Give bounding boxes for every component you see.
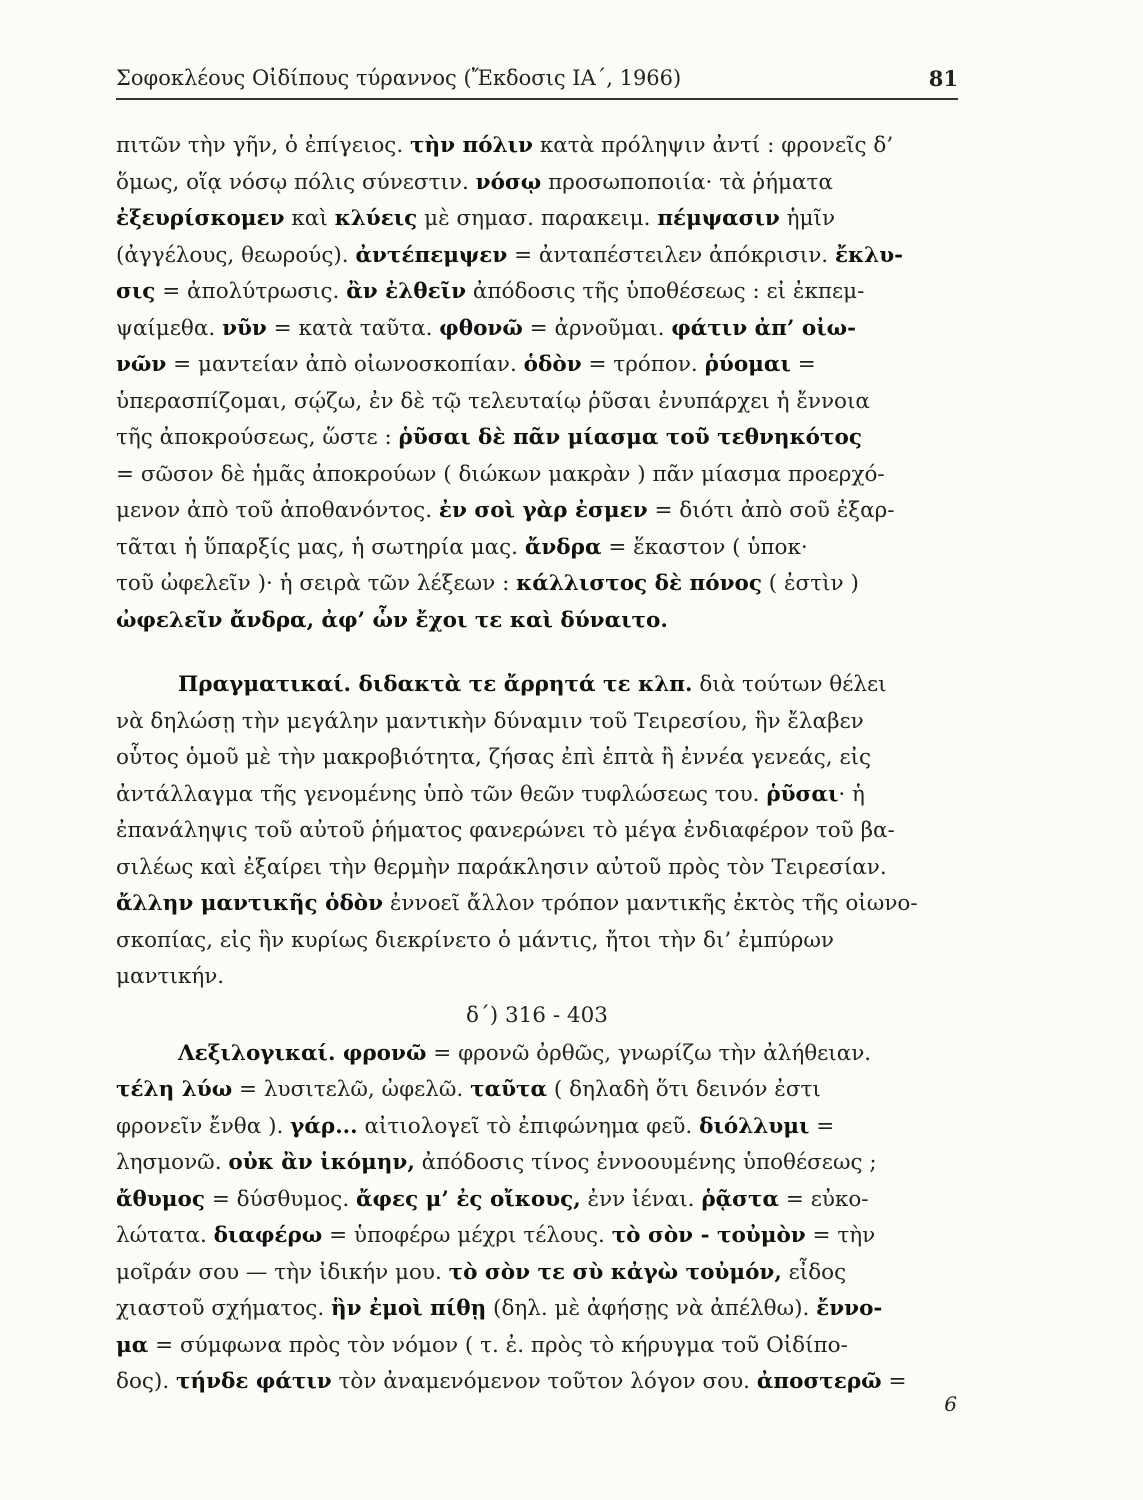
text: ἡμῖν [779,206,836,231]
text: τᾶται ἡ ὕπαρξίς μας, ἡ σωτηρία μας. [116,534,525,560]
page-number: 81 [928,66,958,91]
text-line [116,347,958,384]
text: = τρόπον. [581,352,705,377]
text-line [116,1182,958,1219]
lemma: Πραγματικαί. διδακτὰ τε ἄρρητά τε κλπ. [178,672,693,697]
text: ἐννοεῖ ἄλλον τρόπον μαντικῆς ἐκτὸς τῆς οἰωνο- [383,891,918,916]
text-line [116,165,958,202]
paragraph-commentary-1 [116,128,958,639]
text-line [116,1145,958,1182]
signature-mark: 6 [944,1392,957,1416]
text-line [116,566,958,603]
text: = [790,352,816,377]
lemma: ἔκλυ- [834,242,904,268]
text: τὸν ἀναμενόμενον τοῦτον λόγον σου. [331,1369,757,1394]
text: = ἀρνοῦμαι. [522,315,672,341]
lemma: ῥῦσαι [766,781,839,807]
lemma: τὸ σὸν τε σὺ κἀγὼ τοὐμόν, [448,1259,782,1285]
text-line [116,311,958,348]
lemma: τὸ σὸν - τοὐμὸν [611,1223,806,1248]
text: = ὑποφέρω μέχρι τέλους. [322,1223,612,1248]
text-line [116,959,958,996]
text: = δύσθυμος. [204,1186,356,1212]
lemma: πέμψασιν [657,206,780,231]
lemma: ῥύομαι [704,352,791,377]
text: = ἀνταπέστειλεν ἀπόκρισιν. [507,242,835,268]
text: = [809,1113,835,1139]
lemma: ἀντέπεμψεν [355,242,508,268]
lemma: κλύεις [334,206,418,231]
text: καὶ [284,206,335,231]
lemma: κάλλιστος δὲ πόνος [516,571,762,596]
text: τοῦ ὠφελεῖν )· ἡ σειρὰ τῶν λέξεων : [116,571,517,596]
text: = ἕκαστον ( ὑποκ· [601,534,808,560]
text: ὑπερασπίζομαι, σῴζω, ἐν δὲ τῷ τελευταίῳ ῥῦσαι ἐνυπάρχει ἡ ἔννοια [116,388,870,414]
lemma: νῶν [116,352,167,377]
text-line [116,201,958,238]
text-line [116,238,958,275]
paragraph-pragmatikai [116,667,958,996]
text: ὅμως, οἵᾳ νόσῳ πόλις σύνεστιν. [116,169,476,195]
lemma: διαφέρω [213,1223,323,1248]
text: ἀπόδοσις τῆς ὑποθέσεως : εἰ ἐκπεμ- [466,279,865,304]
text: = εὐκο- [779,1186,869,1212]
text: δος). [116,1369,176,1394]
text: = σύμφωνα πρὸς τὸν νόμον ( τ. ἐ. πρὸς τὸ κήρυγμα τοῦ Οἰδίπο- [148,1332,848,1358]
text-line [116,777,958,814]
text: (ἀγγέλους, θεωρούς). [116,242,356,268]
text: σιλέως καὶ ἐξαίρει τὴν θερμὴν παράκλησιν αὐτοῦ πρὸς τὸν Τειρεσίαν. [116,854,887,880]
text: ( ἐστὶν ) [761,571,859,596]
lemma: ῥᾷστα [701,1186,780,1212]
text: φρονεῖν ἔνθα ). [116,1113,291,1139]
text-line [116,420,958,457]
paragraph-lexilogikai [116,1036,958,1401]
paragraph-gap [116,639,958,667]
text: = [881,1369,907,1394]
text-line [116,1072,958,1109]
section-heading: δ΄) 316 - 403 [466,1002,608,1028]
text: λησμονῶ. [116,1150,229,1175]
text: κατὰ πρόληψιν ἀντί : φρονεῖς δ’ [532,133,894,158]
text: διὰ τούτων θέλει [692,672,887,697]
text: = μαντείαν ἀπὸ οἰωνοσκοπίαν. [166,352,524,377]
lemma: οὐκ ἂν ἱκόμην, [228,1150,415,1175]
text-line [116,493,958,530]
text: = τὴν [805,1223,876,1248]
lemma: φάτιν ἀπ’ οἰω- [671,315,857,341]
text-line [116,740,958,777]
text-line [116,128,958,165]
text: = κατὰ ταῦτα. [266,315,440,341]
text-line [116,384,958,421]
lemma: τὴν πόλιν [410,133,533,158]
text-line [116,1364,958,1401]
lemma: νῦν [222,315,267,341]
lemma: ἄφες μ’ ἐς οἴκους, [356,1186,581,1212]
lemma: ἄλλην μαντικῆς ὁδὸν [116,891,384,916]
text: μὲ σημασ. παρακειμ. [417,206,658,231]
lemma: φθονῶ [439,315,523,341]
text: = σῶσον δὲ ἡμᾶς ἀποκρούων ( διώκων μακρὰν ) πᾶν μίασμα προερχό- [116,461,885,487]
text: τῆς ἀποκρούσεως, ὥστε : [116,425,399,450]
text-line [116,274,958,311]
text: = ἀπολύτρωσις. [155,279,347,304]
text: μαντικήν. [116,964,225,989]
lemma: ὁδὸν [523,352,582,377]
text: εἶδος [781,1259,847,1285]
lemma: ὠφελεῖν ἄνδρα, ἀφ’ ὧν ἔχοι τε καὶ δύναιτο. [116,607,668,633]
lemma: ἐν σοὶ γὰρ ἐσμεν [438,498,648,523]
text: νὰ δηλώσῃ τὴν μεγάλην μαντικὴν δύναμιν τοῦ Τειρεσίου, ἣν ἔλαβεν [116,708,864,734]
text: λώτατα. [116,1223,214,1248]
text-line [116,923,958,960]
lemma: ἂν ἐλθεῖν [346,279,467,304]
text: = λυσιτελῶ, ὠφελῶ. [232,1077,471,1102]
text: πιτῶν τὴν γῆν, ὁ ἐπίγειος. [116,133,410,158]
body-text [116,128,958,1401]
text-line [116,667,958,704]
lemma: ἄνδρα [524,534,602,560]
lemma: ἀποστερῶ [756,1369,882,1394]
text-line [116,1218,958,1255]
text: μενον ἀπὸ τοῦ ἀποθανόντος. [116,498,439,523]
lemma: διόλλυμι [699,1113,810,1139]
text: μοῖράν σου — τὴν ἰδικήν μου. [116,1259,449,1285]
text: = φρονῶ ὀρθῶς, γνωρίζω τὴν ἀλήθειαν. [426,1040,872,1066]
text: χιαστοῦ σχήματος. [116,1296,332,1321]
lemma: σις [116,279,156,304]
text-line [116,813,958,850]
text-line [116,1328,958,1365]
text: ἐπανάληψις τοῦ αὐτοῦ ῥήματος φανερώνει τὸ μέγα ἐνδιαφέρον τοῦ βα- [116,818,895,843]
text: ( δηλαδὴ ὅτι δεινόν ἐστι [547,1077,821,1102]
text-line [116,1255,958,1292]
lemma: γάρ... [290,1113,358,1139]
text: ψαίμεθα. [116,315,223,341]
text: σκοπίας, εἰς ἣν κυρίως διεκρίνετο ὁ μάντις, ἤτοι τὴν δι’ ἐμπύρων [116,927,834,953]
text: αἰτιολογεῖ τὸ ἐπιφώνημα φεῦ. [357,1113,700,1139]
text-line [116,1109,958,1146]
lemma: ἔννο- [816,1296,883,1321]
text: ἀπόδοσις τίνος ἐννοουμένης ὑποθέσεως ; [414,1150,877,1175]
text-line [116,457,958,494]
text-line [116,530,958,567]
text: προσωποποιία· τὰ ῥήματα [541,169,833,195]
lemma: ταῦτα [470,1077,548,1102]
text-line [116,704,958,741]
lemma: νόσῳ [475,169,542,195]
text: ἐνν ἰέναι. [580,1186,702,1212]
lemma: τέλη λύω [116,1077,233,1102]
lemma: ἣν ἐμοὶ πίθῃ [331,1296,487,1321]
text: = διότι ἀπὸ σοῦ ἐξαρ- [647,498,895,523]
lemma: μα [116,1332,149,1358]
lemma: ῥῦσαι δὲ πᾶν μίασμα τοῦ τεθνηκότος [398,425,862,450]
text: (δηλ. μὲ ἀφήσῃς νὰ ἀπέλθω). [486,1296,817,1321]
text-line [116,1291,958,1328]
lemma: ἄθυμος [116,1186,205,1212]
lemma: Λεξιλογικαί. φρονῶ [178,1040,427,1066]
text-line [116,603,958,640]
text-line [116,1036,958,1073]
text: ἀντάλλαγμα τῆς γενομένης ὑπὸ τῶν θεῶν τυφλώσεως του. [116,781,767,807]
lemma: τήνδε φάτιν [176,1369,332,1394]
text-line [116,850,958,887]
running-header [116,64,958,100]
text: οὗτος ὁμοῦ μὲ τὴν μακροβιότητα, ζήσας ἐπὶ ἑπτὰ ἢ ἐννέα γενεάς, εἰς [116,745,872,770]
lemma: ἐξευρίσκομεν [116,206,285,231]
text: · ἡ [838,781,865,807]
header-title: Σοφοκλέους Οἰδίπους τύραννος (Ἔκδοσις ΙΑ΄, 1966) [116,66,682,90]
text-line [116,886,958,923]
